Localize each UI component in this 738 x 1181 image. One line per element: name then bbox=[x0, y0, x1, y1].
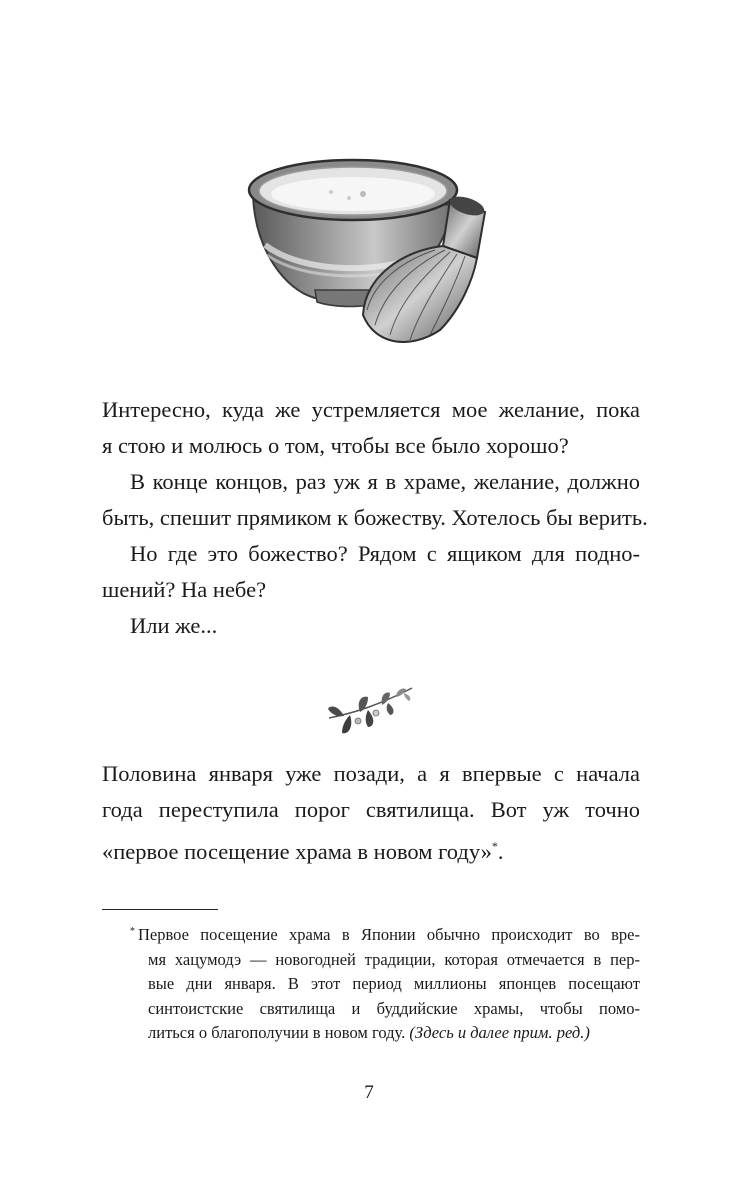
footnote-line bbox=[102, 1021, 640, 1046]
matcha-bowl-illustration bbox=[245, 150, 505, 365]
text-line: Интересно, куда же устремляется мое желание, пока bbox=[102, 397, 640, 422]
footnote-divider bbox=[102, 909, 218, 910]
footnote-marker: * bbox=[130, 926, 135, 937]
text-line bbox=[102, 828, 640, 870]
paragraph-section-2 bbox=[102, 756, 640, 870]
footnote bbox=[102, 920, 640, 1046]
text-line: Или же... bbox=[130, 613, 218, 638]
paragraph-section-1 bbox=[102, 392, 648, 644]
text-line: Но где это божество? Рядом с ящиком для подно- bbox=[130, 541, 640, 566]
text-line: года переступила порог святилища. Вот уж точно bbox=[102, 797, 640, 822]
text-line: шений? На небе? bbox=[102, 577, 267, 602]
footnote-line: синтоистские святилища и буддийские храмы, чтобы помо- bbox=[148, 998, 640, 1018]
text-line: Половина января уже позади, а я впервые с начала bbox=[102, 761, 640, 786]
text-line: я стою и молюсь о том, чтобы все было хорошо? bbox=[102, 433, 569, 458]
footnote-reference: * bbox=[491, 839, 498, 853]
footnote-text: Первое посещение храма в Японии обычно происходит во вре- bbox=[138, 925, 640, 944]
footnote-line bbox=[102, 920, 640, 948]
editor-note: (Здесь и далее прим. ред.) bbox=[409, 1023, 590, 1042]
end-punctuation: . bbox=[497, 839, 504, 864]
leaf-sprig-ornament bbox=[324, 683, 416, 743]
text-line-content: «первое посещение храма в новом году» bbox=[102, 839, 492, 864]
text-line: В конце концов, раз уж я в храме, желание, должно bbox=[130, 469, 640, 494]
footnote-line: вые дни января. В этот период миллионы японцев посещают bbox=[148, 974, 640, 993]
footnote-text: литься о благополучии в новом году. bbox=[148, 1023, 406, 1042]
page-number: 7 bbox=[364, 1082, 374, 1103]
text-line: быть, спешит прямиком к божеству. Хотелось бы верить. bbox=[102, 505, 648, 530]
footnote-line: мя хацумодэ — новогодней традиции, которая отмечается в пер- bbox=[148, 949, 640, 969]
